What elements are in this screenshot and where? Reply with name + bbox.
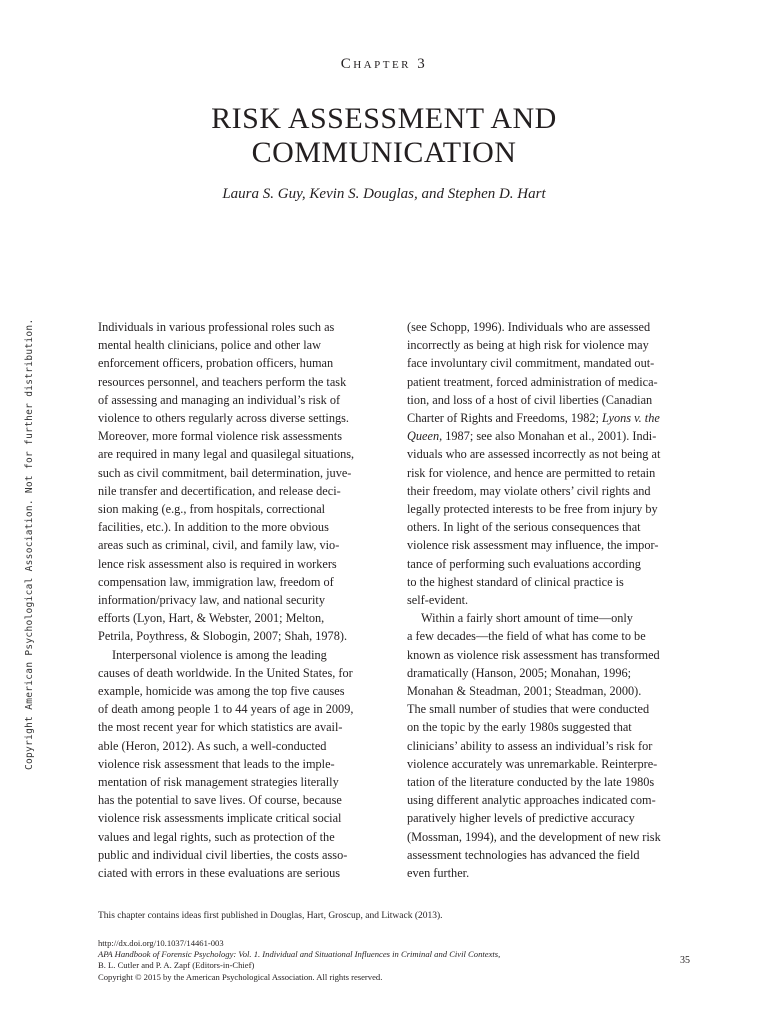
text-line (98, 828, 390, 846)
text-line (407, 318, 699, 336)
text-run: of assessing and managing an individual’s risk of (98, 392, 341, 407)
text-run: violence to others regularly across diverse settings. (98, 411, 349, 426)
text-run: facilities, etc.). In addition to the more obvious (98, 520, 329, 535)
text-run: Monahan & Steadman, 2001; Steadman, 2000). (407, 684, 642, 699)
text-run: ciated with errors in these evaluations are serious (98, 866, 341, 881)
text-line (407, 354, 699, 372)
text-line (98, 755, 390, 773)
text-line (98, 409, 390, 427)
text-line (407, 864, 699, 882)
text-line (98, 500, 390, 518)
text-run: the most recent year for which statistics are avail- (98, 720, 343, 735)
publication-info (98, 938, 500, 983)
text-line (98, 791, 390, 809)
italic-citation: Lyons v. the (602, 411, 660, 426)
text-line (98, 318, 390, 336)
text-line (98, 718, 390, 736)
chapter-title (0, 102, 768, 170)
chapter-label: Chapter 3 (340, 56, 428, 72)
text-line (407, 755, 699, 773)
text-run: compensation law, immigration law, freedom of (98, 574, 334, 589)
text-run: even further. (407, 866, 470, 881)
text-run: values and legal rights, such as protection of the (98, 829, 335, 844)
text-line (98, 573, 390, 591)
text-line (407, 373, 699, 391)
text-line (407, 464, 699, 482)
doi-link[interactable]: http://dx.doi.org/10.1037/14461-003 (98, 938, 224, 948)
copyright-side-notice: Copyright American Psychological Association. Not for further distribution. (24, 318, 35, 770)
text-run: lence risk assessment also is required in workers (98, 556, 337, 571)
text-line (407, 664, 699, 682)
text-run: patient treatment, forced administration of medica- (407, 374, 658, 389)
text-run: Interpersonal violence is among the leading (112, 647, 327, 662)
text-line (98, 591, 390, 609)
text-run: has the potential to save lives. Of course, because (98, 793, 342, 808)
right-text-column (407, 318, 699, 882)
text-line (407, 791, 699, 809)
text-line (98, 336, 390, 354)
text-run: public and individual civil liberties, the costs asso- (98, 847, 348, 862)
text-line (407, 427, 699, 445)
text-line (407, 445, 699, 463)
text-line (407, 646, 699, 664)
italic-citation: Queen (407, 429, 440, 444)
text-line (407, 609, 699, 627)
text-run: such as civil commitment, bail determination, juve- (98, 465, 352, 480)
text-run: others. In light of the serious consequences that (407, 520, 641, 535)
text-run: to the highest standard of clinical practice is (407, 574, 624, 589)
text-run: incorrectly as being at high risk for violence may (407, 338, 649, 353)
text-run: violence risk assessments implicate critical social (98, 811, 342, 826)
text-line (98, 555, 390, 573)
text-run: , 1987; see also Monahan et al., 2001). Indi- (439, 429, 657, 444)
text-line (98, 536, 390, 554)
text-run: sion making (e.g., from hospitals, correctional (98, 502, 326, 517)
text-line (407, 518, 699, 536)
text-run: tance of performing such evaluations according (407, 556, 641, 571)
text-line (98, 609, 390, 627)
text-run: Charter of Rights and Freedoms, 1982; (407, 411, 603, 426)
text-run: of death among people 1 to 44 years of age in 2009, (98, 702, 354, 717)
chapter-title-line-1: RISK ASSESSMENT AND (211, 102, 557, 135)
text-line (407, 846, 699, 864)
text-run: assessment technologies has advanced the field (407, 847, 640, 862)
handbook-citation: APA Handbook of Forensic Psychology: Vol. 1. Individual and Situational Influences in Criminal and Civil Contexts, (98, 949, 501, 960)
text-run: violence risk assessment may influence, the impor- (407, 538, 659, 553)
text-line (407, 828, 699, 846)
text-line (98, 664, 390, 682)
text-run: clinicians’ ability to assess an individual’s risk for (407, 738, 653, 753)
text-line (407, 809, 699, 827)
text-line (407, 737, 699, 755)
text-line (98, 627, 390, 645)
text-run: face involuntary civil commitment, mandated out- (407, 356, 655, 371)
text-run: mental health clinicians, police and other law (98, 338, 321, 353)
text-run: Within a fairly short amount of time—only (421, 611, 633, 626)
text-run: The small number of studies that were conducted (407, 702, 650, 717)
text-line (98, 646, 390, 664)
text-line (98, 737, 390, 755)
text-line (407, 555, 699, 573)
text-run: using different analytic approaches indicated com- (407, 793, 656, 808)
text-run: mentation of risk management strategies literally (98, 775, 339, 790)
chapter-title-line-2: COMMUNICATION (251, 136, 517, 169)
text-line (98, 354, 390, 372)
text-line (98, 809, 390, 827)
left-text-column (98, 318, 390, 882)
text-line (407, 336, 699, 354)
text-run: enforcement officers, probation officers, human (98, 356, 334, 371)
text-line (98, 482, 390, 500)
chapter-footnote: This chapter contains ideas first published in Douglas, Hart, Groscup, and Litwack (2013). (98, 911, 443, 921)
text-line (98, 518, 390, 536)
text-run: tation of the literature conducted by the late 1980s (407, 775, 655, 790)
text-line (407, 700, 699, 718)
text-line (98, 773, 390, 791)
text-line (98, 373, 390, 391)
text-line (98, 864, 390, 882)
text-line (407, 391, 699, 409)
text-run: are required in many legal and quasilegal situations, (98, 447, 355, 462)
text-run: causes of death worldwide. In the United States, for (98, 665, 353, 680)
text-run: Petrila, Poythress, & Slobogin, 2007; Shah, 1978). (98, 629, 348, 644)
text-run: areas such as criminal, civil, and family law, vio- (98, 538, 340, 553)
text-run: legally protected interests to be free from injury by (407, 502, 658, 517)
text-run: self-evident. (407, 593, 469, 608)
text-line (98, 464, 390, 482)
text-run: their freedom, may violate others’ civil rights and (407, 483, 651, 498)
text-line (407, 409, 699, 427)
text-run: information/privacy law, and national security (98, 593, 325, 608)
text-run: risk for violence, and hence are permitted to retain (407, 465, 656, 480)
text-run: nile transfer and decertification, and release deci- (98, 483, 341, 498)
text-run: (Mossman, 1994), and the development of new risk (407, 829, 661, 844)
text-run: (see Schopp, 1996). Individuals who are assessed (407, 320, 651, 334)
text-run: viduals who are assessed incorrectly as not being at (407, 447, 661, 462)
text-line (407, 500, 699, 518)
text-line (98, 682, 390, 700)
text-line (407, 536, 699, 554)
copyright-line: Copyright © 2015 by the American Psychological Association. All rights reserved. (98, 971, 383, 982)
text-line (98, 427, 390, 445)
text-run: a few decades—the field of what has come to be (407, 629, 646, 644)
text-line (407, 682, 699, 700)
text-run: tion, and loss of a host of civil liberties (Canadian (407, 392, 653, 407)
text-run: violence accurately was unremarkable. Reinterpre- (407, 756, 658, 771)
text-line (98, 846, 390, 864)
text-run: Moreover, more formal violence risk assessments (98, 429, 343, 444)
text-run: dramatically (Hanson, 2005; Monahan, 1996; (407, 665, 632, 680)
text-line (407, 591, 699, 609)
author-list: Laura S. Guy, Kevin S. Douglas, and Stephen D. Hart (222, 186, 546, 202)
text-line (98, 700, 390, 718)
text-run: known as violence risk assessment has transformed (407, 647, 660, 662)
editors-line: B. L. Cutler and P. A. Zapf (Editors-in-Chief) (98, 960, 255, 971)
text-run: paratively higher levels of predictive accuracy (407, 811, 635, 826)
text-run: efforts (Lyon, Hart, & Webster, 2001; Melton, (98, 611, 325, 626)
text-line (407, 627, 699, 645)
text-line (98, 445, 390, 463)
text-run: violence risk assessment that leads to the imple- (98, 756, 335, 771)
text-run: able (Heron, 2012). As such, a well-conducted (98, 738, 327, 753)
text-line (407, 773, 699, 791)
text-line (407, 718, 699, 736)
text-run: Individuals in various professional roles such as (98, 320, 335, 334)
text-line (407, 482, 699, 500)
text-run: on the topic by the early 1980s suggested that (407, 720, 632, 735)
text-run: resources personnel, and teachers perform the task (98, 374, 347, 389)
text-run: example, homicide was among the top five causes (98, 684, 345, 699)
text-line (98, 391, 390, 409)
text-line (407, 573, 699, 591)
page-number: 35 (680, 955, 690, 966)
